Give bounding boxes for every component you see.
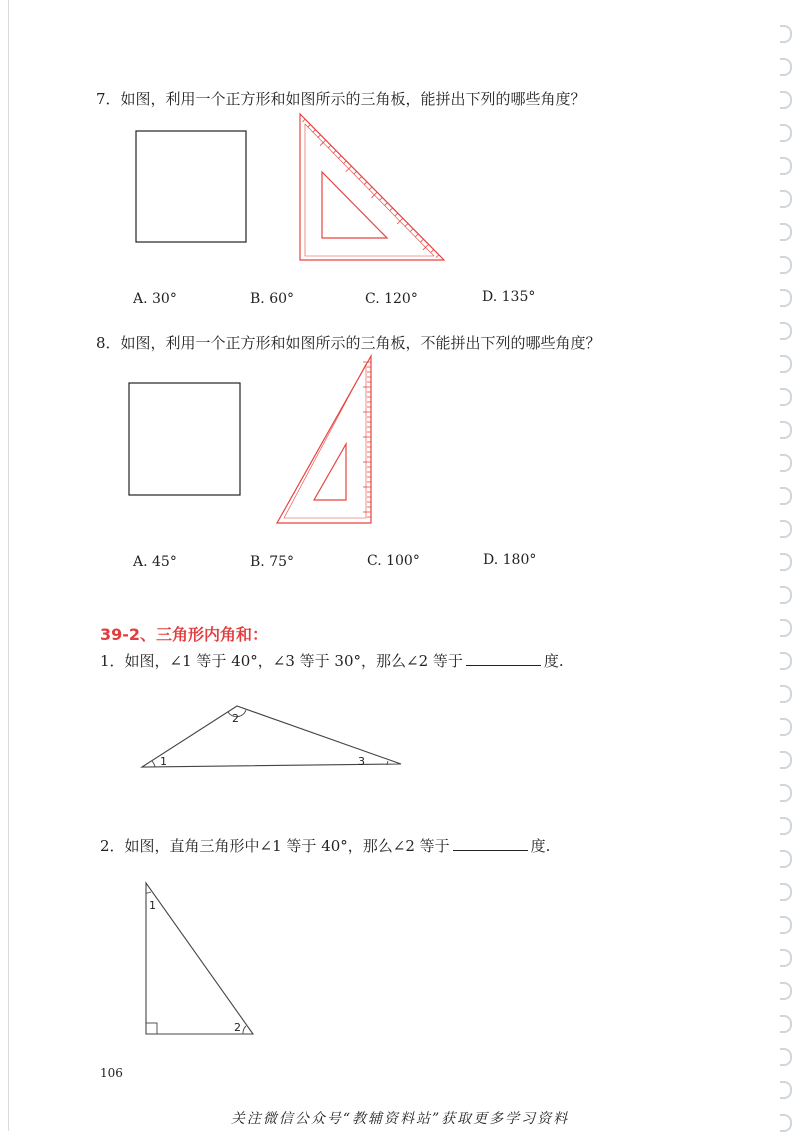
section-title: 39-2、三角形内角和： (100, 625, 269, 644)
footer-text: 关注微信公众号“教辅资料站”获取更多学习资料 (230, 1111, 570, 1127)
s1-label-2: 2 (232, 712, 239, 725)
s1-question-suffix: 度. (543, 652, 564, 670)
s1-question-text: 1．如图，∠1 等于 40°，∠3 等于 30°，那么∠2 等于 (100, 652, 463, 670)
q8-option-d: D. 180° (483, 552, 537, 568)
s1-label-3: 3 (358, 755, 365, 768)
page-number: 106 (100, 1066, 123, 1080)
q8-option-a: A. 45° (133, 554, 177, 570)
q7-option-b: B. 60° (250, 291, 295, 307)
s1-label-1: 1 (160, 755, 167, 768)
q8-option-c: C. 100° (367, 553, 420, 569)
s2-label-1: 1 (149, 899, 156, 912)
q8-option-b: B. 75° (250, 554, 295, 570)
q7-option-c: C. 120° (365, 291, 418, 307)
question-7-text: 7．如图，利用一个正方形和如图所示的三角板，能拼出下列的哪些角度？ (96, 90, 586, 108)
s2-question-text: 2．如图，直角三角形中∠1 等于 40°，那么∠2 等于 (100, 837, 450, 855)
q7-option-d: D. 135° (482, 289, 536, 305)
question-8-text: 8．如图，利用一个正方形和如图所示的三角板，不能拼出下列的哪些角度？ (96, 334, 601, 352)
s2-triangle (146, 883, 253, 1034)
q7-option-a: A. 30° (133, 291, 177, 307)
s2-angle-arc-1 (146, 892, 151, 893)
s2-right-angle-mark (146, 1023, 157, 1034)
s2-label-2: 2 (234, 1021, 241, 1034)
s2-question-suffix: 度. (530, 837, 551, 855)
s2-angle-arc-2 (243, 1026, 246, 1034)
